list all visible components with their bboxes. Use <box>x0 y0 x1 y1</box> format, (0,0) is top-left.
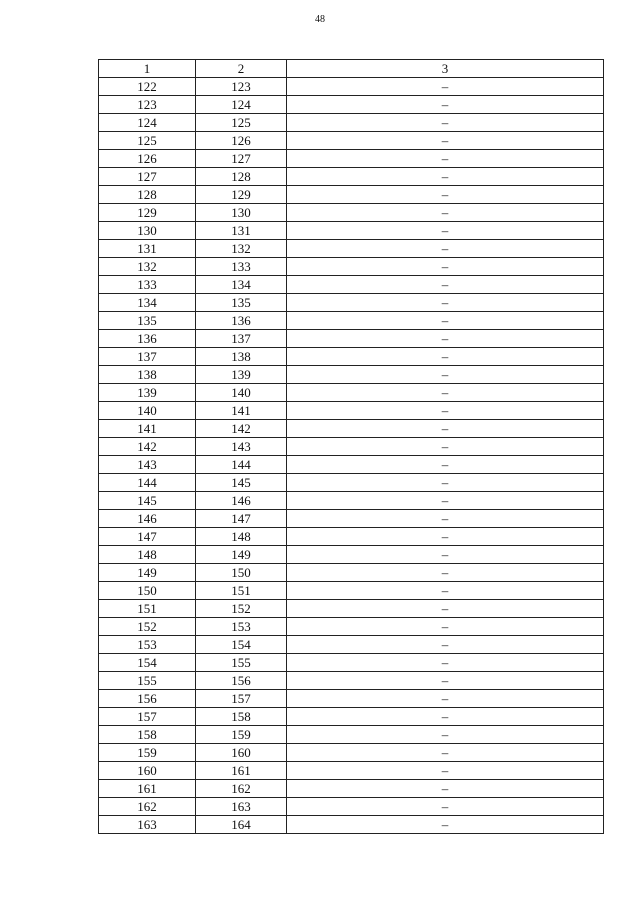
table-cell-col-1: 135 <box>99 312 196 330</box>
table-cell-col-1: 141 <box>99 420 196 438</box>
table-cell-col-1: 163 <box>99 816 196 834</box>
table-cell-col-2: 164 <box>196 816 287 834</box>
table-cell-col-2: 162 <box>196 780 287 798</box>
table-cell-col-2: 139 <box>196 366 287 384</box>
table-cell-col-2: 148 <box>196 528 287 546</box>
table-cell-col-1: 130 <box>99 222 196 240</box>
table-body <box>99 78 604 834</box>
table-row <box>99 636 604 654</box>
table-row <box>99 132 604 150</box>
table-cell-col-1: 144 <box>99 474 196 492</box>
table-cell-col-3: – <box>287 708 604 726</box>
table-cell-col-3: – <box>287 384 604 402</box>
table-cell-col-2: 125 <box>196 114 287 132</box>
table-cell-col-3: – <box>287 312 604 330</box>
table-cell-col-2: 151 <box>196 582 287 600</box>
table-cell-col-1: 140 <box>99 402 196 420</box>
table-cell-col-1: 136 <box>99 330 196 348</box>
table-row <box>99 492 604 510</box>
table-cell-col-3: – <box>287 816 604 834</box>
table-cell-col-2: 152 <box>196 600 287 618</box>
table-cell-col-3: – <box>287 132 604 150</box>
table-row <box>99 420 604 438</box>
table-cell-col-2: 142 <box>196 420 287 438</box>
column-header-2: 2 <box>196 60 287 78</box>
table-cell-col-3: – <box>287 366 604 384</box>
column-header-1: 1 <box>99 60 196 78</box>
table-cell-col-2: 141 <box>196 402 287 420</box>
table-cell-col-3: – <box>287 348 604 366</box>
table-cell-col-3: – <box>287 582 604 600</box>
table-cell-col-2: 155 <box>196 654 287 672</box>
table-row <box>99 438 604 456</box>
table-cell-col-1: 139 <box>99 384 196 402</box>
table-cell-col-2: 137 <box>196 330 287 348</box>
table-cell-col-3: – <box>287 546 604 564</box>
table-row <box>99 564 604 582</box>
table-cell-col-2: 140 <box>196 384 287 402</box>
table-cell-col-2: 157 <box>196 690 287 708</box>
table-cell-col-1: 158 <box>99 726 196 744</box>
table-row <box>99 348 604 366</box>
table-cell-col-3: – <box>287 240 604 258</box>
page-number: 48 <box>315 14 325 25</box>
table-cell-col-2: 131 <box>196 222 287 240</box>
table-cell-col-3: – <box>287 96 604 114</box>
table-row <box>99 258 604 276</box>
table-row <box>99 762 604 780</box>
table-row <box>99 780 604 798</box>
table-cell-col-2: 133 <box>196 258 287 276</box>
header-row <box>99 60 604 78</box>
table-cell-col-2: 149 <box>196 546 287 564</box>
table-row <box>99 78 604 96</box>
table-cell-col-1: 132 <box>99 258 196 276</box>
table-row <box>99 744 604 762</box>
table-cell-col-1: 155 <box>99 672 196 690</box>
table-cell-col-2: 156 <box>196 672 287 690</box>
table-cell-col-3: – <box>287 438 604 456</box>
table-row <box>99 654 604 672</box>
table-cell-col-3: – <box>287 420 604 438</box>
table-cell-col-1: 122 <box>99 78 196 96</box>
table-row <box>99 618 604 636</box>
table-cell-col-1: 126 <box>99 150 196 168</box>
data-table <box>98 59 604 834</box>
table-cell-col-1: 145 <box>99 492 196 510</box>
table-cell-col-1: 160 <box>99 762 196 780</box>
table-cell-col-2: 154 <box>196 636 287 654</box>
table-cell-col-1: 151 <box>99 600 196 618</box>
table-header <box>99 60 604 78</box>
table-cell-col-2: 144 <box>196 456 287 474</box>
table-row <box>99 114 604 132</box>
table-cell-col-2: 126 <box>196 132 287 150</box>
table-cell-col-1: 153 <box>99 636 196 654</box>
table-cell-col-1: 123 <box>99 96 196 114</box>
table-cell-col-1: 161 <box>99 780 196 798</box>
table-row <box>99 726 604 744</box>
table-row <box>99 510 604 528</box>
table-cell-col-3: – <box>287 564 604 582</box>
table-cell-col-3: – <box>287 186 604 204</box>
table-cell-col-1: 152 <box>99 618 196 636</box>
table-cell-col-3: – <box>287 150 604 168</box>
table-cell-col-2: 127 <box>196 150 287 168</box>
table-cell-col-3: – <box>287 780 604 798</box>
table-row <box>99 366 604 384</box>
table-row <box>99 150 604 168</box>
table-row <box>99 384 604 402</box>
table-cell-col-3: – <box>287 636 604 654</box>
table-row <box>99 816 604 834</box>
table-cell-col-1: 125 <box>99 132 196 150</box>
table-cell-col-1: 148 <box>99 546 196 564</box>
table-cell-col-2: 129 <box>196 186 287 204</box>
table-cell-col-2: 136 <box>196 312 287 330</box>
table-row <box>99 402 604 420</box>
table-cell-col-2: 153 <box>196 618 287 636</box>
table-row <box>99 798 604 816</box>
table-row <box>99 456 604 474</box>
table-cell-col-3: – <box>287 222 604 240</box>
table-cell-col-3: – <box>287 474 604 492</box>
table-cell-col-2: 163 <box>196 798 287 816</box>
table-cell-col-1: 146 <box>99 510 196 528</box>
table-row <box>99 168 604 186</box>
table-cell-col-2: 123 <box>196 78 287 96</box>
table-row <box>99 600 604 618</box>
table-cell-col-3: – <box>287 744 604 762</box>
table-cell-col-3: – <box>287 204 604 222</box>
table-cell-col-2: 161 <box>196 762 287 780</box>
table-cell-col-1: 138 <box>99 366 196 384</box>
table-cell-col-1: 133 <box>99 276 196 294</box>
table-row <box>99 672 604 690</box>
table-cell-col-3: – <box>287 654 604 672</box>
table-cell-col-2: 147 <box>196 510 287 528</box>
table-cell-col-2: 134 <box>196 276 287 294</box>
table-cell-col-2: 143 <box>196 438 287 456</box>
table-cell-col-3: – <box>287 276 604 294</box>
table-cell-col-1: 127 <box>99 168 196 186</box>
table-cell-col-2: 158 <box>196 708 287 726</box>
table-cell-col-1: 129 <box>99 204 196 222</box>
table-cell-col-1: 142 <box>99 438 196 456</box>
table-cell-col-2: 145 <box>196 474 287 492</box>
table-cell-col-2: 159 <box>196 726 287 744</box>
table-row <box>99 528 604 546</box>
table-cell-col-3: – <box>287 78 604 96</box>
table-cell-col-3: – <box>287 510 604 528</box>
table-row <box>99 312 604 330</box>
table-row <box>99 204 604 222</box>
table-cell-col-3: – <box>287 618 604 636</box>
table-cell-col-1: 156 <box>99 690 196 708</box>
table-cell-col-2: 146 <box>196 492 287 510</box>
table-cell-col-1: 150 <box>99 582 196 600</box>
table-cell-col-3: – <box>287 330 604 348</box>
table-cell-col-3: – <box>287 600 604 618</box>
table-cell-col-1: 147 <box>99 528 196 546</box>
table-cell-col-3: – <box>287 456 604 474</box>
table-row <box>99 222 604 240</box>
table-cell-col-1: 124 <box>99 114 196 132</box>
table-row <box>99 546 604 564</box>
table-cell-col-3: – <box>287 492 604 510</box>
table-cell-col-1: 149 <box>99 564 196 582</box>
table-cell-col-2: 128 <box>196 168 287 186</box>
table-cell-col-1: 131 <box>99 240 196 258</box>
table-row <box>99 474 604 492</box>
table-row <box>99 690 604 708</box>
table-cell-col-3: – <box>287 168 604 186</box>
table-row <box>99 96 604 114</box>
table-cell-col-2: 124 <box>196 96 287 114</box>
table-cell-col-2: 135 <box>196 294 287 312</box>
table-cell-col-1: 128 <box>99 186 196 204</box>
table-cell-col-1: 154 <box>99 654 196 672</box>
table-row <box>99 330 604 348</box>
table-cell-col-3: – <box>287 294 604 312</box>
table-cell-col-3: – <box>287 258 604 276</box>
table-cell-col-3: – <box>287 726 604 744</box>
column-header-3: 3 <box>287 60 604 78</box>
table-cell-col-3: – <box>287 798 604 816</box>
table-cell-col-3: – <box>287 690 604 708</box>
table-row <box>99 294 604 312</box>
table-cell-col-3: – <box>287 114 604 132</box>
table-cell-col-1: 137 <box>99 348 196 366</box>
table-cell-col-2: 150 <box>196 564 287 582</box>
table-cell-col-3: – <box>287 672 604 690</box>
table-cell-col-1: 157 <box>99 708 196 726</box>
table-cell-col-1: 162 <box>99 798 196 816</box>
table-cell-col-2: 138 <box>196 348 287 366</box>
table-cell-col-1: 159 <box>99 744 196 762</box>
table-cell-col-2: 130 <box>196 204 287 222</box>
table-row <box>99 708 604 726</box>
table-row <box>99 240 604 258</box>
table-cell-col-3: – <box>287 762 604 780</box>
table-cell-col-2: 160 <box>196 744 287 762</box>
table-cell-col-2: 132 <box>196 240 287 258</box>
table-cell-col-1: 134 <box>99 294 196 312</box>
table-row <box>99 276 604 294</box>
table-cell-col-3: – <box>287 402 604 420</box>
table-row <box>99 582 604 600</box>
table-cell-col-1: 143 <box>99 456 196 474</box>
table-cell-col-3: – <box>287 528 604 546</box>
table-row <box>99 186 604 204</box>
